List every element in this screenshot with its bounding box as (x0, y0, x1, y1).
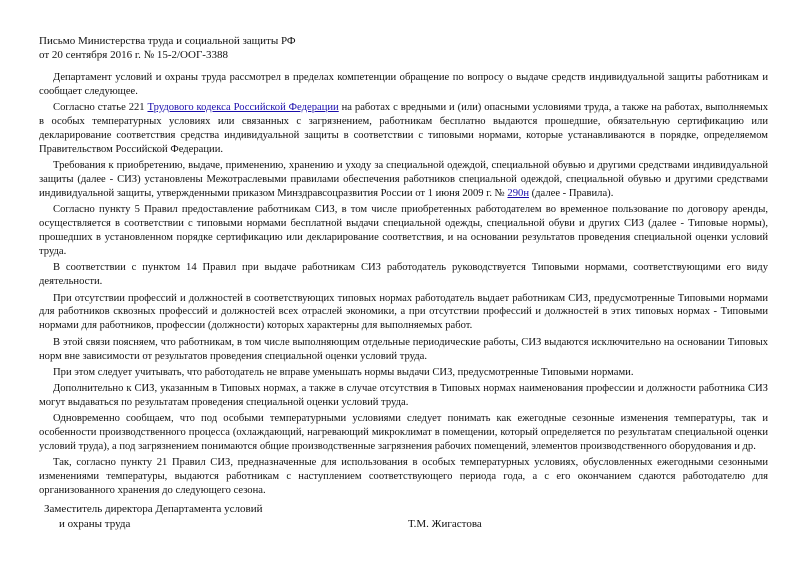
signature-position-line2: и охраны труда (59, 518, 131, 530)
signature-position-line1: Заместитель директора Департамента условий (44, 503, 263, 515)
document-body (39, 71, 768, 501)
paragraph-1: Департамент условий и охраны труда рассмотрел в пределах компетенции обращение по вопросу о выдаче средств индивидуальной защиты работникам и сообщает следующее. (39, 72, 768, 97)
paragraph-3: Требования к приобретению, выдаче, применению, хранению и уходу за специальной одеждой, специальной обувью и другими средствами индивидуальной защиты (далее - СИЗ) установлены Межотраслевыми правилами обеспечения работников специальной одеждой, специальной обувью и другими средствами индивидуальной защиты, утвержденными приказом Минздравсоцразвития России от 1 июня 2009 г. № 290н (далее - Правила). (39, 160, 768, 200)
paragraph-10: Одновременно сообщаем, что под особыми температурными условиями следует понимать как ежегодные сезонные изменения температуры, так и особенности производственного процесса (охлаждающий, нагревающий микроклимат в помещении, который определяется по результатам специальной оценки условий труда), а под загрязнением понимаются общие производственные загрязнения рабочих помещений, элементов производственного оборудования и др. (39, 413, 768, 453)
paragraph-7: В этой связи поясняем, что работникам, в том числе выполняющим отдельные периодические работы, СИЗ выдаются исключительно на основании Типовых норм вне зависимости от результатов проведения специальной оценки условий труда. (39, 336, 768, 362)
paragraph-11: Так, согласно пункту 21 Правил СИЗ, предназначенные для использования в особых температурных условиях, обусловленных ежегодными сезонными изменениями температуры, выдаются работникам с наступлением соответствующего периода года, а с его окончанием сдаются работодателю для организованного хранения до следующего сезона. (39, 457, 768, 497)
paragraph-8: При этом следует учитывать, что работодатель не вправе уменьшать нормы выдачи СИЗ, предусмотренные Типовыми нормами. (53, 366, 634, 378)
paragraph-5: В соответствии с пунктом 14 Правил при выдаче работникам СИЗ работодатель руководствуется Типовыми нормами, соответствующими его виду деятельности. (39, 262, 768, 288)
order-290n-link[interactable]: 290н (507, 188, 529, 200)
header-date-number: от 20 сентября 2016 г. № 15-2/ООГ-3388 (39, 49, 228, 61)
paragraph-6: При отсутствии профессий и должностей в соответствующих типовых нормах работодатель выдает работникам СИЗ, предусмотренные Типовыми нормами для работников сквозных профессий и должностей всех отраслей экономики, а при отсутствии профессий и должностей в этих типовых нормах - Типовыми нормами для работников, профессии (должности) которых характерны для выполняемых работ. (39, 292, 768, 332)
labor-code-link[interactable]: Трудового кодекса Российской Федерации (147, 102, 339, 114)
paragraph-9: Дополнительно к СИЗ, указанным в Типовых нормах, а также в случае отсутствия в Типовых нормах наименования профессии и должности работника СИЗ могут выдаваться по результатам проведения специальной оценки условий труда. (39, 383, 768, 409)
header-title: Письмо Министерства труда и социальной защиты РФ (39, 35, 296, 47)
paragraph-2: Согласно статье 221 Трудового кодекса Российской Федерации на работах с вредными и (или) опасными условиями труда, а также на работах, выполняемых в особых температурных условиях или связанных с загрязнением, работникам бесплатно выдаются прошедшие, обязательную сертификацию или декларирование соответствия средства индивидуальной защиты в соответствии с типовыми нормами, которые устанавливаются в порядке, определяемом Правительством Российской Федерации. (39, 102, 768, 155)
document-header (39, 34, 296, 62)
paragraph-4: Согласно пункту 5 Правил предоставление работникам СИЗ, в том числе приобретенных работодателем во временное пользование по договору аренды, осуществляется в соответствии с типовыми нормами бесплатной выдачи специальной одежды, специальной обуви и других СИЗ (далее - Типовые нормы), прошедших в установленном порядке сертификацию или декларирование соответствия, и на основании результатов проведения специальной оценки условий труда. (39, 204, 768, 258)
signature-name: Т.М. Жигастова (408, 518, 482, 530)
